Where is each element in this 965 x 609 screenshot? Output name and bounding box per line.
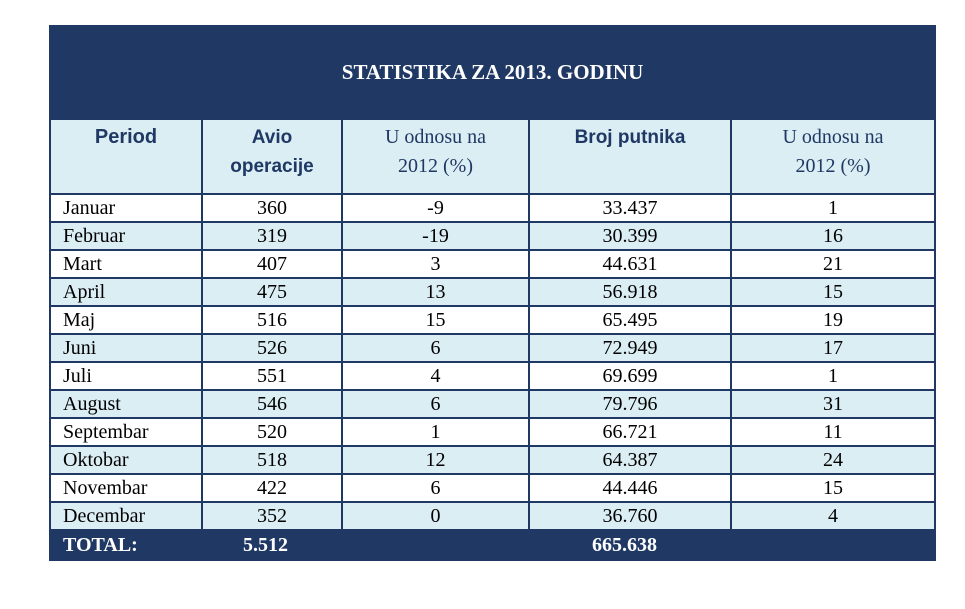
total-ops: 5.512 xyxy=(202,530,342,560)
passengers-cell: 79.796 xyxy=(529,390,731,418)
pass-change-cell: 4 xyxy=(731,502,935,530)
ops-cell: 407 xyxy=(202,250,342,278)
month-cell: Januar xyxy=(50,194,202,222)
ops-change-cell: 3 xyxy=(342,250,529,278)
table-row xyxy=(50,194,935,222)
month-cell: April xyxy=(50,278,202,306)
header-pass-change-line2: 2012 (%) xyxy=(795,155,871,177)
pass-change-cell: 21 xyxy=(731,250,935,278)
ops-cell: 319 xyxy=(202,222,342,250)
pass-change-cell: 31 xyxy=(731,390,935,418)
ops-change-cell: -9 xyxy=(342,194,529,222)
ops-change-cell: 6 xyxy=(342,474,529,502)
passengers-cell: 69.699 xyxy=(529,362,731,390)
table-row xyxy=(50,446,935,474)
table-row xyxy=(50,418,935,446)
ops-change-cell: 12 xyxy=(342,446,529,474)
month-cell: Juli xyxy=(50,362,202,390)
total-empty-2 xyxy=(731,530,935,560)
month-cell: Decembar xyxy=(50,502,202,530)
ops-change-cell: 0 xyxy=(342,502,529,530)
ops-cell: 360 xyxy=(202,194,342,222)
table-row xyxy=(50,474,935,502)
table-row xyxy=(50,306,935,334)
pass-change-cell: 16 xyxy=(731,222,935,250)
month-cell: Maj xyxy=(50,306,202,334)
passengers-cell: 66.721 xyxy=(529,418,731,446)
total-empty-1 xyxy=(342,530,529,560)
table-row xyxy=(50,334,935,362)
ops-cell: 520 xyxy=(202,418,342,446)
ops-change-cell: -19 xyxy=(342,222,529,250)
table-title: STATISTIKA ZA 2013. GODINU xyxy=(50,26,935,119)
month-cell: Oktobar xyxy=(50,446,202,474)
table-body xyxy=(50,194,935,530)
header-broj-putnika: Broj putnika xyxy=(529,119,731,194)
table-row xyxy=(50,250,935,278)
passengers-cell: 44.446 xyxy=(529,474,731,502)
ops-cell: 526 xyxy=(202,334,342,362)
table-row xyxy=(50,362,935,390)
header-avio-line2: operacije xyxy=(230,156,314,177)
table-row xyxy=(50,222,935,250)
ops-change-cell: 4 xyxy=(342,362,529,390)
header-pass-change xyxy=(731,119,935,194)
statistics-table-container xyxy=(49,25,934,561)
header-ops-change xyxy=(342,119,529,194)
ops-change-cell: 6 xyxy=(342,390,529,418)
ops-cell: 475 xyxy=(202,278,342,306)
total-row xyxy=(50,530,935,560)
ops-cell: 516 xyxy=(202,306,342,334)
pass-change-cell: 15 xyxy=(731,474,935,502)
month-cell: Juni xyxy=(50,334,202,362)
passengers-cell: 30.399 xyxy=(529,222,731,250)
month-cell: Novembar xyxy=(50,474,202,502)
header-avio-line1: Avio xyxy=(251,127,293,148)
header-ops-change-line1: U odnosu na xyxy=(384,126,487,148)
header-ops-change-line2: 2012 (%) xyxy=(398,155,473,177)
header-avio-operacije xyxy=(202,119,342,194)
passengers-cell: 56.918 xyxy=(529,278,731,306)
pass-change-cell: 19 xyxy=(731,306,935,334)
month-cell: Februar xyxy=(50,222,202,250)
table-row xyxy=(50,278,935,306)
statistics-table xyxy=(49,25,936,561)
pass-change-cell: 17 xyxy=(731,334,935,362)
table-row xyxy=(50,502,935,530)
ops-cell: 546 xyxy=(202,390,342,418)
column-header-row xyxy=(50,119,935,194)
month-cell: Mart xyxy=(50,250,202,278)
header-pass-change-line1: U odnosu na xyxy=(782,126,884,148)
ops-cell: 422 xyxy=(202,474,342,502)
passengers-cell: 33.437 xyxy=(529,194,731,222)
ops-change-cell: 13 xyxy=(342,278,529,306)
pass-change-cell: 11 xyxy=(731,418,935,446)
passengers-cell: 72.949 xyxy=(529,334,731,362)
total-passengers: 665.638 xyxy=(529,530,731,560)
pass-change-cell: 15 xyxy=(731,278,935,306)
pass-change-cell: 1 xyxy=(731,194,935,222)
pass-change-cell: 1 xyxy=(731,362,935,390)
passengers-cell: 36.760 xyxy=(529,502,731,530)
total-label: TOTAL: xyxy=(50,530,202,560)
ops-change-cell: 6 xyxy=(342,334,529,362)
ops-change-cell: 15 xyxy=(342,306,529,334)
table-row xyxy=(50,390,935,418)
passengers-cell: 44.631 xyxy=(529,250,731,278)
header-period: Period xyxy=(50,119,202,194)
month-cell: Septembar xyxy=(50,418,202,446)
passengers-cell: 64.387 xyxy=(529,446,731,474)
month-cell: August xyxy=(50,390,202,418)
ops-change-cell: 1 xyxy=(342,418,529,446)
ops-cell: 551 xyxy=(202,362,342,390)
passengers-cell: 65.495 xyxy=(529,306,731,334)
pass-change-cell: 24 xyxy=(731,446,935,474)
ops-cell: 518 xyxy=(202,446,342,474)
ops-cell: 352 xyxy=(202,502,342,530)
